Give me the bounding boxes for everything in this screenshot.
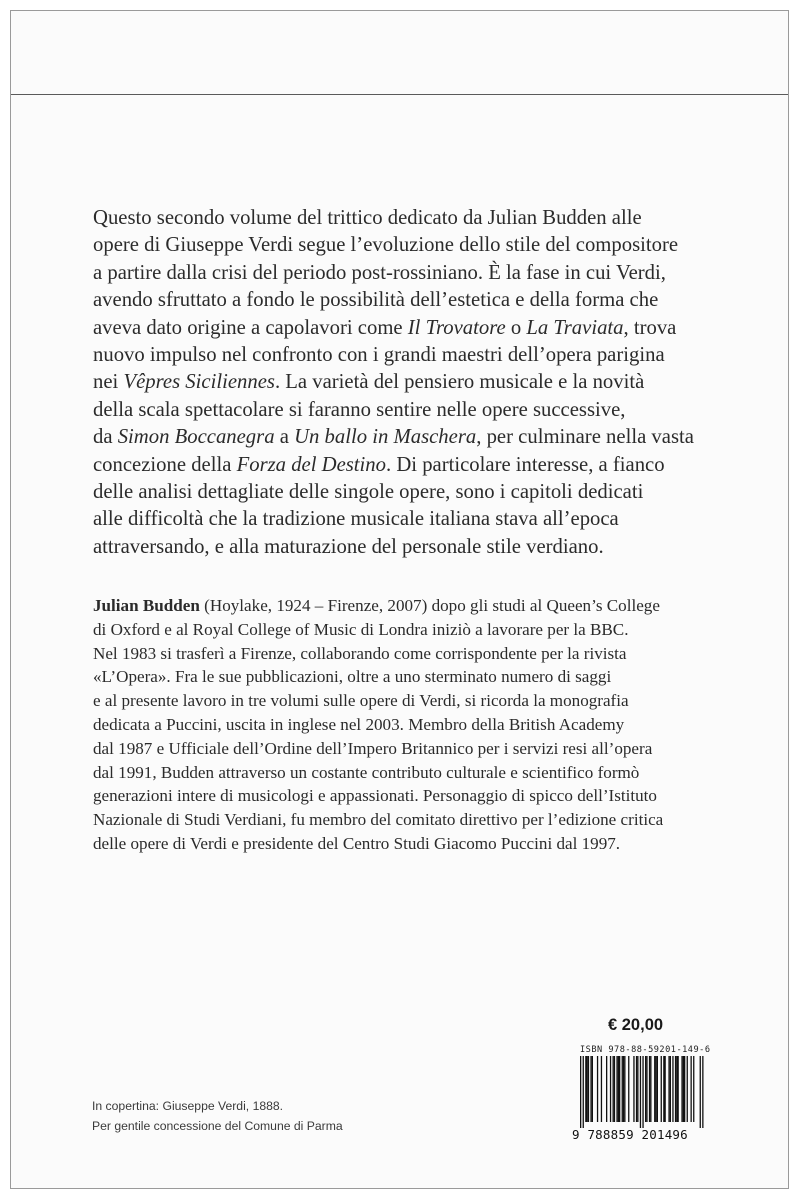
barcode-bar [683,1056,684,1122]
barcode-bar [657,1056,658,1122]
text-run: della scala spettacolare si faranno sentire nelle opere successive, [93,398,626,421]
barcode-bar [618,1056,619,1122]
barcode-bar [646,1056,647,1122]
text-run: aveva dato origine a capolavori come [93,316,408,339]
barcode-bar [636,1056,637,1122]
barcode-bar [624,1056,625,1122]
italic-title: La Traviata [526,316,624,339]
barcode-bar [633,1056,634,1122]
barcode-bar [670,1056,671,1122]
barcode-bar [650,1056,651,1122]
barcode-bar [587,1056,588,1122]
text-run: , per culminare nella vasta [476,426,694,449]
text-run: nei [93,371,124,394]
text-run: opere di Giuseppe Verdi segue l’evoluzione dello stile del compositore [93,234,679,257]
text-run: delle analisi dettagliate delle singole opere, sono i capitoli dedicati [93,481,644,504]
barcode-bar [700,1056,701,1128]
barcode-bar [665,1056,666,1122]
bio-line [93,784,713,808]
barcode-digits: 9 788859 201496 [572,1127,688,1142]
price-label: € 20,00 [608,1016,664,1034]
text-run: (Hoylake, 1924 – Firenze, 2007) dopo gli studi al Queen’s College [199,596,660,615]
italic-title: Il Trovatore [407,316,506,339]
barcode-block [568,1056,708,1142]
text-run: Questo secondo volume del trittico dedicato da Julian Budden alle [93,207,642,229]
barcode-bar [592,1056,593,1122]
barcode-bar [622,1056,623,1122]
text-run: , trova [623,316,677,339]
back-cover [10,10,789,1189]
barcode-bar [661,1056,662,1122]
barcode-bar [610,1056,611,1122]
credit-line-2: Per gentile concessione del Comune di Parma [92,1119,343,1133]
synopsis-line [93,232,707,259]
synopsis-line [93,342,707,369]
text-run: dal 1987 e Ufficiale dell’Ordine dell’Impero Britannico per i servizi resi all’opera [93,738,653,758]
barcode-bar [654,1056,655,1122]
synopsis-line [93,534,707,561]
text-run: Nazionale di Studi Verdiani, fu membro del comitato direttivo per l’edizione critica [93,810,664,830]
barcode-bar [687,1056,688,1122]
barcode-bar [601,1056,602,1122]
italic-title: Vêpres Siciliennes [123,371,275,394]
barcode-bar [678,1056,679,1122]
synopsis-line [93,397,707,424]
synopsis-text [93,205,707,561]
text-run: concezione della [93,453,237,476]
barcode-bar [640,1056,641,1128]
author-name: Julian Budden [93,596,200,615]
barcode-bar [637,1056,638,1122]
barcode-bar [645,1056,646,1122]
barcode-bar [616,1056,617,1122]
text-run: Nel 1983 si trasferì a Firenze, collaborando come corrispondente per la rivista [93,643,627,663]
barcode-bar [585,1056,586,1122]
credit-line-1: In copertina: Giuseppe Verdi, 1888. [92,1099,284,1113]
bio-line [93,594,713,618]
italic-title: Un ballo in Maschera [294,426,477,449]
barcode-bar [580,1056,581,1128]
text-run: . Di particolare interesse, a fianco [386,453,665,476]
bio-line [93,832,713,856]
synopsis-line [93,205,707,232]
top-divider [11,94,788,95]
barcode-bar [606,1056,607,1122]
text-run: nuovo impulso nel confronto con i grandi maestri dell’opera parigina [93,344,665,367]
barcode [568,1056,708,1128]
bio-line [93,761,713,785]
barcode-bar [583,1056,584,1128]
barcode-bar [691,1056,692,1122]
barcode-bar [684,1056,685,1122]
barcode-bar [663,1056,664,1122]
bio-line [93,642,713,666]
barcode-bar [693,1056,694,1122]
text-run: e al presente lavoro in tre volumi sulle opere di Verdi, si ricorda la monografia [93,691,629,711]
synopsis-line [93,369,707,396]
text-run: generazioni intere di musicologi e appassionati. Personaggio di spicco dell’Istituto [93,786,657,806]
barcode-bar [642,1056,643,1128]
bio-line [93,737,713,761]
italic-title: Forza del Destino [236,453,386,476]
barcode-bar [702,1056,703,1128]
bio-line [93,618,713,642]
text-run: avendo sfruttato a fondo le possibilità dell’estetica e della forma che [93,289,659,312]
synopsis-line [93,424,707,451]
barcode-bar [613,1056,614,1122]
barcode-bar [590,1056,591,1122]
barcode-bar [655,1056,656,1122]
barcode-bar [649,1056,650,1122]
italic-title: Simon Boccanegra [117,426,275,449]
barcode-bar [681,1056,682,1122]
synopsis-line [93,479,707,506]
bio-line [93,689,713,713]
text-run: delle opere di Verdi e presidente del Centro Studi Giacomo Puccini dal 1997. [93,833,621,853]
text-run: di Oxford e al Royal College of Music di Londra iniziò a lavorare per la BBC. [93,619,629,639]
barcode-bar [676,1056,677,1122]
bio-line [93,808,713,832]
text-run: . La varietà del pensiero musicale e la novità [274,371,645,394]
barcode-bar [588,1056,589,1122]
barcode-bar [668,1056,669,1122]
barcode-bar [672,1056,673,1122]
barcode-bar [675,1056,676,1122]
barcode-bar [623,1056,624,1122]
author-bio [93,594,713,856]
synopsis-line [93,260,707,287]
synopsis-line [93,315,707,342]
text-run: o [505,316,527,339]
synopsis-line [93,287,707,314]
text-run: dedicata a Puccini, uscita in inglese nel 2003. Membro della British Academy [93,714,625,734]
text-run: a [274,426,295,449]
cover-credits [92,1096,343,1136]
barcode-bar [597,1056,598,1122]
text-run: da [93,426,118,449]
bio-line [93,713,713,737]
text-run: attraversando, e alla maturazione del personale stile verdiano. [93,535,604,558]
bio-line [93,665,713,689]
barcode-bar [619,1056,620,1122]
isbn-label: ISBN 978-88-59201-149-6 [580,1045,711,1055]
text-run: dal 1991, Budden attraverso un costante contributo culturale e scientifico formò [93,762,640,782]
barcode-bar [628,1056,629,1122]
text-run: alle difficoltà che la tradizione musicale italiana stava all’epoca [93,508,619,531]
text-run: a partire dalla crisi del periodo post-rossiniano. È la fase in cui Verdi, [93,261,666,284]
synopsis-line [93,506,707,533]
synopsis-line [93,452,707,479]
barcode-bar [614,1056,615,1122]
text-run: «L’Opera». Fra le sue pubblicazioni, oltre a uno sterminato numero di saggi [93,667,612,687]
